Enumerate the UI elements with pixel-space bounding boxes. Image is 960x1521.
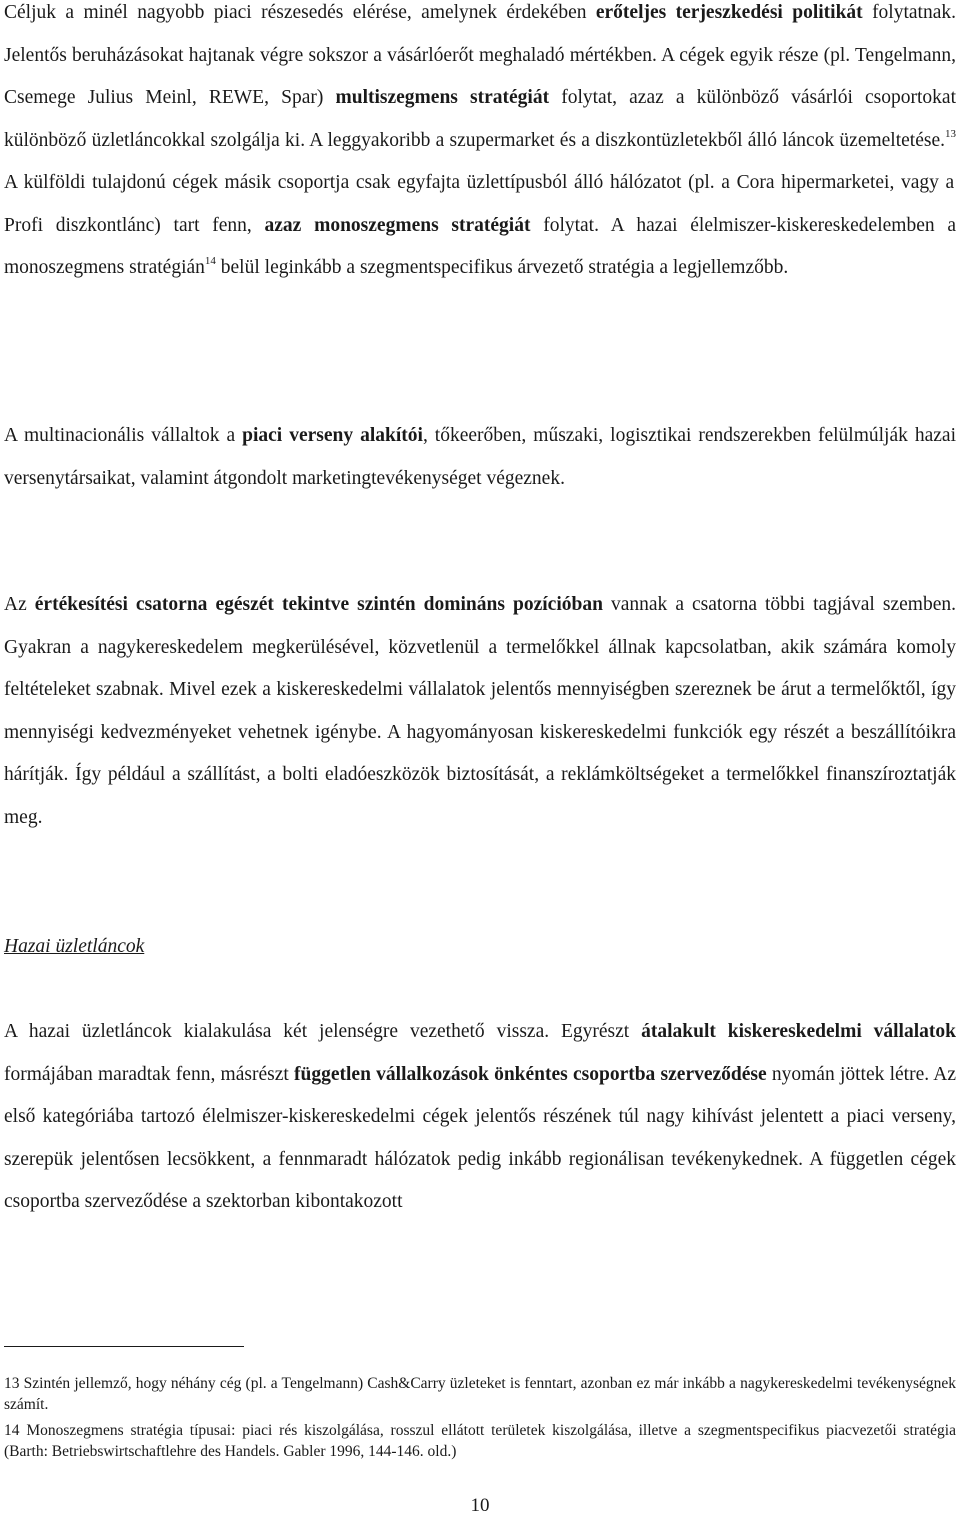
bold-run: azaz monoszegmens stratégiát bbox=[264, 214, 531, 236]
bold-run: multiszegmens stratégiát bbox=[335, 87, 550, 108]
paragraph-multinational bbox=[4, 415, 956, 500]
text-run: Céljuk a minél nagyobb piaci részesedés elérése, amelynek érdekében bbox=[4, 2, 596, 23]
footnote-text: Szintén jellemző, hogy néhány cég (pl. a Tengelmann) Cash&Carry üzleteket is fenntart, azonban ez már inkább a nagykereskedelmi tevékenységnek számít. bbox=[4, 1375, 956, 1413]
footnote-13 bbox=[4, 1373, 956, 1415]
text-run: A külföldi tulajdonú cégek másik csoportja csak egyfajta üzlettípusból álló hálózatot (pl. a Cora hipermarketei, vagy a Profi diszkontlánc) tart fenn, bbox=[4, 172, 955, 236]
text-run: A multinacionális vállaltok a bbox=[4, 425, 243, 446]
text-run: Az bbox=[4, 594, 35, 615]
page-number: 10 bbox=[470, 1495, 490, 1516]
bold-run: független vállalkozások önkéntes csoportba szerveződése bbox=[294, 1063, 767, 1085]
text-run: A hazai üzletláncok kialakulása két jelenségre vezethető vissza. Egyrészt bbox=[4, 1021, 642, 1042]
footnote-divider bbox=[4, 1346, 244, 1347]
footnote-ref-14[interactable]: 14 bbox=[204, 255, 216, 267]
text-run: folytat. A hazai élelmiszer-kiskereskedelemben a monoszegmens stratégián bbox=[4, 214, 956, 278]
footnote-ref-13[interactable]: 13 bbox=[945, 127, 956, 140]
footnote-number: 13 bbox=[4, 1375, 20, 1392]
section-heading: Hazai üzletláncok bbox=[4, 936, 145, 957]
paragraph-strategy bbox=[4, 0, 956, 290]
bold-run: erőteljes terjeszkedési politikát bbox=[595, 2, 863, 23]
footnote-number: 14 bbox=[4, 1422, 20, 1439]
text-run: vannak a csatorna többi tagjával szemben. Gyakran a nagykereskedelem megkerülésével, közvetlenül a termelőkkel állnak kapcsolatban, akik számára komoly feltételeket szabnak. Mivel ezek a kiskereskedelmi vállalatok jelentős mennyiségben szereznek be árut a termelőktől, így mennyiségi kedvezményeket vehetnek igénybe. A hagyományosan kiskereskedelmi funkciók egy részét a beszállítóikra hárítják. Így például a szállítást, a bolti eladóeszközök biztosítását, a reklámköltségeket a termelőkkel finanszíroztatják meg. bbox=[4, 594, 956, 828]
text-run: formájában maradtak fenn, másrészt bbox=[4, 1063, 295, 1085]
footnote-14 bbox=[4, 1420, 956, 1462]
bold-run: átalakult kiskereskedelmi vállalatok bbox=[641, 1021, 956, 1042]
text-run: nyomán jöttek létre. Az első kategóriába tartozó élelmiszer-kiskereskedelmi cégek jelentős részének túl nagy kihívást jelentett a piaci verseny, szerepük jelentősen lecsökkent, a fennmaradt hálózatok pedig inkább regionálisan tevékenykednek. A független cégek csoportba szerveződése a szektorban kibontakozott bbox=[4, 1063, 956, 1212]
footnote-text: Monoszegmens stratégia típusai: piaci rés kiszolgálása, rosszul ellátott területek kiszolgálása, illetve a szegmentspecifikus piacvezetői stratégia (Barth: Betriebswirtschaftlehre des Handels. Gabler 1996, 144-146. old.) bbox=[4, 1422, 956, 1460]
text-run: folytat, azaz a különböző vásárlói csoportokat különböző üzletláncokkal szolgálja ki. A leggyakoribb a szupermarket és a diszkontüzletekből álló láncok üzemeltetése. bbox=[4, 87, 956, 151]
paragraph-domestic-chains bbox=[4, 1011, 956, 1224]
bold-run: piaci verseny alakítói bbox=[242, 425, 423, 446]
text-run: , tőkeerőben, műszaki, logisztikai rendszerekben felülmúlják hazai versenytársaikat, valamint átgondolt marketingtevékenységet végeznek. bbox=[4, 425, 957, 489]
paragraph-sales-channel bbox=[4, 584, 956, 839]
text-run: folytatnak. Jelentős beruházásokat hajtanak végre sokszor a vásárlóerőt meghaladó mértékben. A cégek egyik része (pl. Tengelmann, Csemege Julius Meinl, REWE, Spar) bbox=[4, 2, 956, 108]
text-run: belül leginkább a szegmentspecifikus árvezető stratégia a legjellemzőbb. bbox=[215, 257, 789, 278]
bold-run: értékesítési csatorna egészét tekintve szintén domináns pozícióban bbox=[34, 594, 603, 615]
